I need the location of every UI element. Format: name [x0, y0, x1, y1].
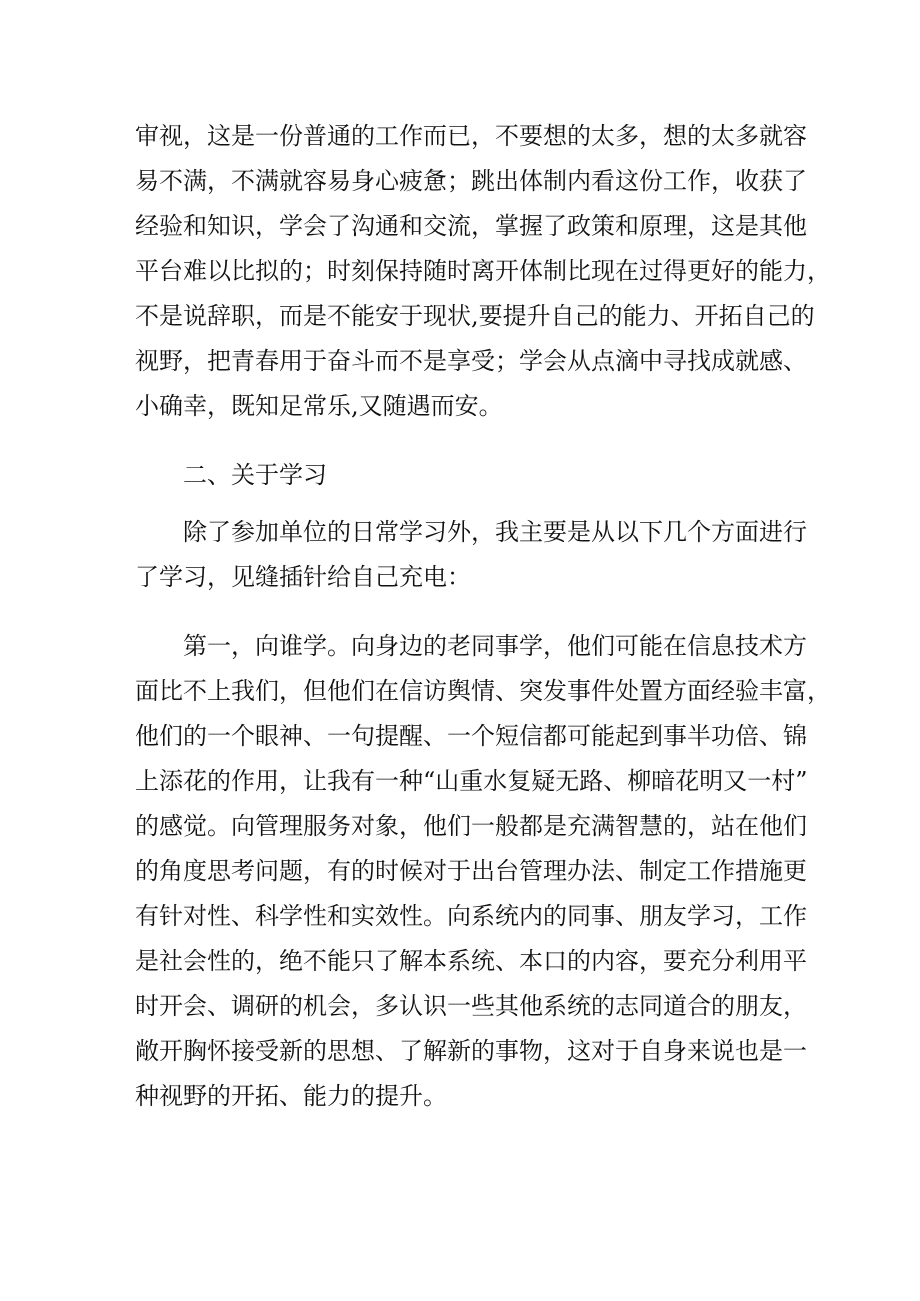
paragraph-3: [135, 624, 831, 1119]
text-line: 了学习，见缝插针给自己充电：: [135, 563, 471, 591]
text-line: 敞开胸怀接受新的思想、了解新的事物，这对于自身来说也是一: [135, 1037, 807, 1065]
text-line: 经验和知识，学会了沟通和交流，掌握了政策和原理，这是其他: [135, 212, 807, 240]
document-body: [135, 114, 831, 1119]
text-line: 除了参加单位的日常学习外，我主要是从以下几个方面进行: [183, 518, 807, 546]
section-heading-text: 二、关于学习: [183, 461, 327, 489]
text-line: 是社会性的，绝不能只了解本系统、本口的内容，要充分利用平: [135, 947, 807, 975]
text-line: 的感觉。向管理服务对象，他们一般都是充满智慧的，站在他们: [135, 812, 807, 840]
paragraph-1: [135, 114, 831, 429]
text-line: 有针对性、科学性和实效性。向系统内的同事、朋友学习，工作: [135, 902, 807, 930]
text-line: 时开会、调研的机会，多认识一些其他系统的志同道合的朋友，: [135, 992, 807, 1020]
text-line: 上添花的作用，让我有一种“山重水复疑无路、柳暗花明又一村”: [135, 767, 808, 795]
text-line: 第一，向谁学。向身边的老同事学，他们可能在信息技术方: [183, 632, 807, 660]
text-line: 视野，把青春用于奋斗而不是享受；学会从点滴中寻找成就感、: [135, 347, 807, 375]
section-heading: [135, 453, 795, 498]
text-line: 他们的一个眼神、一句提醒、一个短信都可能起到事半功倍、锦: [135, 722, 807, 750]
text-line: 面比不上我们，但他们在信访舆情、突发事件处置方面经验丰富，: [135, 677, 831, 705]
text-line: 的角度思考问题，有的时候对于出台管理办法、制定工作措施更: [135, 857, 807, 885]
paragraph-2: [135, 510, 807, 600]
text-line: 审视，这是一份普通的工作而已，不要想的太多，想的太多就容: [135, 122, 807, 150]
text-line: 平台难以比拟的；时刻保持随时离开体制比现在过得更好的能力，: [135, 257, 831, 285]
text-line: 易不满，不满就容易身心疲惫；跳出体制内看这份工作，收获了: [135, 167, 807, 195]
text-line: 种视野的开拓、能力的提升。: [135, 1082, 447, 1110]
text-line: 不是说辞职，而是不能安于现状,要提升自己的能力、开拓自己的: [135, 302, 815, 330]
text-line: 小确幸，既知足常乐,又随遇而安。: [135, 392, 503, 420]
